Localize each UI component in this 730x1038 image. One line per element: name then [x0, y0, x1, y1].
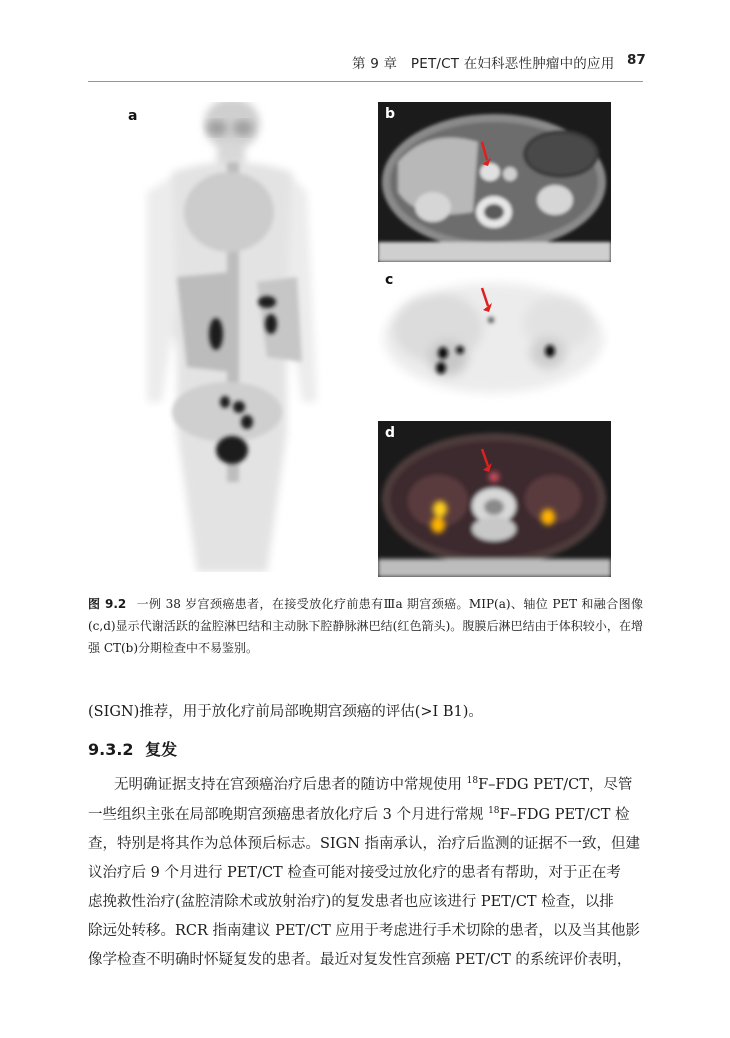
panel-label-c: c [385, 272, 394, 288]
figure-caption [88, 593, 643, 659]
section-title: 复发 [145, 740, 178, 759]
panel-label-d: d [385, 425, 396, 441]
running-header [0, 52, 730, 74]
header-rule [88, 81, 643, 82]
carryover-line: (SIGN)推荐，用于放化疗前局部晚期宫颈癌的评估(>Ⅰ B1)。 [88, 704, 483, 720]
figure-panel-c [378, 268, 611, 415]
pet-image [378, 268, 611, 415]
paragraph-line: 除远处转移。RCR 指南建议 PET/CT 应用于考虑进行手术切除的患者，以及当其他影 [88, 923, 640, 939]
caption-figure-number: 图 9.2 [88, 597, 127, 611]
paragraph-line: 像学检查不明确时怀疑复发的患者。最近对复发性宫颈癌 PET/CT 的系统评价表明， [88, 952, 632, 968]
mip-image [117, 102, 337, 572]
paragraph-line: 无明确证据支持在宫颈癌治疗后患者的随访中常规使用 $^{18}$F–FDG PET/CT，尽管 [114, 776, 633, 793]
caption-text: 一例 38 岁宫颈癌患者，在接受放化疗前患有Ⅲa 期宫颈癌。MIP(a)、轴位 PET 和融合图像(c,d)显示代谢活跃的盆腔淋巴结和主动脉下腔静脉淋巴结(红色箭头)。腹膜后淋巴结由于体积较小，在增强 CT(b)分期检查中不易鉴别。 [88, 597, 644, 655]
section-number: 9.3.2 [88, 740, 134, 759]
figure-panel-a [117, 102, 337, 572]
paragraph-line: 查，特别是将其作为总体预后标志。SIGN 指南承认，治疗后监测的证据不一致，但建 [88, 836, 641, 852]
paragraph-line: 虑挽救性治疗(盆腔清除术或放射治疗)的复发患者也应该进行 PET/CT 检查，以排 [88, 894, 614, 910]
section-heading [88, 737, 177, 760]
figure-panel-b [378, 102, 611, 262]
figure-panel-d [378, 421, 611, 577]
chapter-title: 第 9 章 PET/CT 在妇科恶性肿瘤中的应用 [352, 56, 615, 72]
fused-image [378, 421, 611, 577]
panel-label-a: a [128, 108, 138, 124]
page-number: 87 [627, 52, 646, 68]
paragraph-line: 一些组织主张在局部晚期宫颈癌患者放化疗后 3 个月进行常规 $^{18}$F–FDG PET/CT 检 [88, 806, 630, 823]
panel-label-b: b [385, 106, 396, 122]
paragraph-line: 议治疗后 9 个月进行 PET/CT 检查可能对接受过放化疗的患者有帮助，对于正在考 [88, 865, 621, 881]
ct-image [378, 102, 611, 262]
